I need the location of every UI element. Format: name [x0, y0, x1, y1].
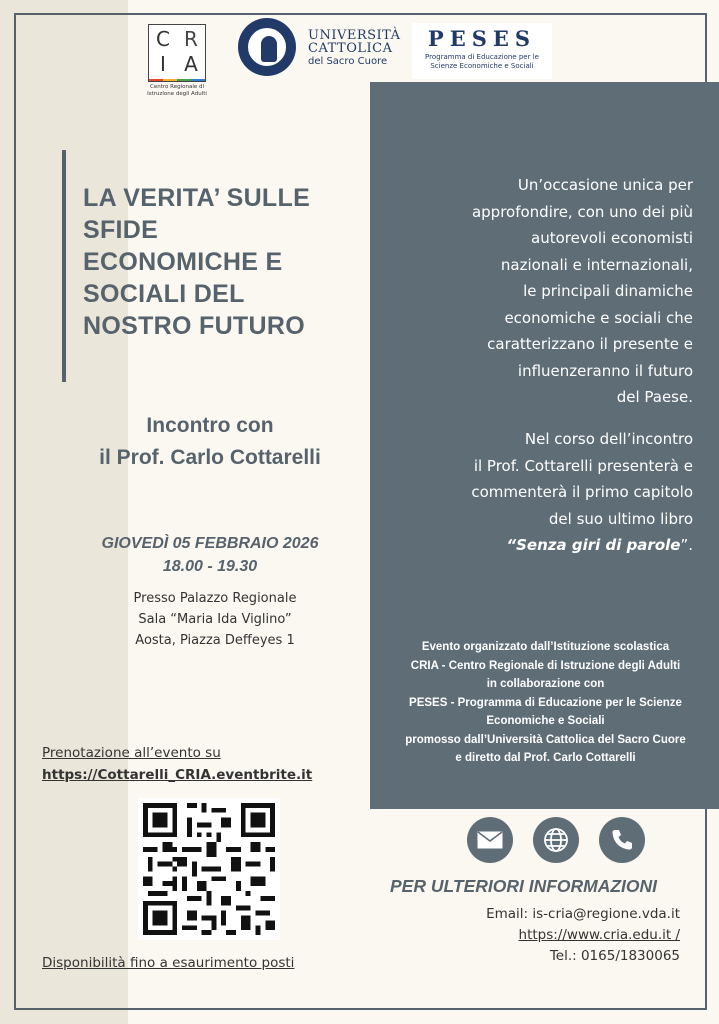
intro-line: nazionali e internazionali, [500, 255, 693, 274]
speaker-line1: Incontro con [146, 414, 274, 437]
book-text [370, 426, 693, 559]
intro-line: approfondire, con uno dei più [471, 202, 693, 221]
cria-logo [145, 24, 209, 98]
intro-text [370, 172, 693, 411]
organizer-line: PESES - Programma di Educazione per le Scienze [409, 696, 682, 709]
cria-subtitle: Centro Regionale di Istruzione degli Adulti [147, 84, 207, 97]
contact-email[interactable]: Email: is-cria@regione.vda.it [486, 906, 680, 922]
peses-title: PESES [427, 26, 537, 51]
booking-link[interactable]: https://Cottarelli_CRIA.eventbrite.it [42, 767, 313, 783]
intro-line: del Paese. [616, 388, 693, 406]
organizer-line: in collaborazione con [486, 678, 605, 690]
qr-code[interactable] [138, 798, 280, 940]
organizer-line: promosso dall’Università Cattolica del Sacro Cuore [405, 733, 686, 746]
contact-icons [467, 817, 645, 863]
contact-block [400, 904, 680, 967]
event-time: 18.00 - 19.30 [162, 558, 258, 575]
venue-block [100, 588, 330, 651]
intro-line: influenzeranno il futuro [517, 361, 693, 380]
intro-line: autorevoli economisti [531, 229, 693, 247]
book-line: commenterà il primo capitolo [471, 483, 693, 501]
book-title-suffix: ”. [680, 536, 693, 554]
book-title-line [370, 532, 693, 559]
venue-line1: Presso Palazzo Regionale [133, 591, 297, 606]
ucsc-line3: del Sacro Cuore [308, 56, 388, 67]
venue-line3: Aosta, Piazza Deffeyes 1 [135, 633, 295, 648]
phone-icon[interactable] [599, 817, 645, 863]
organizer-line: Economiche e Sociali [486, 715, 605, 727]
book-title: “Senza giri di parole [506, 536, 681, 554]
ucsc-line2: CATTOLICA [308, 41, 393, 56]
intro-line: caratterizzano il presente e [487, 335, 693, 353]
booking-block [42, 742, 312, 786]
intro-line: Un’occasione unica per [517, 176, 693, 194]
info-panel [370, 82, 719, 809]
contact-website[interactable]: https://www.cria.edu.it / [518, 927, 680, 943]
envelope-icon[interactable] [467, 817, 513, 863]
ucsc-logo [308, 29, 401, 68]
event-title: LA VERITA’ SULLE SFIDE ECONOMICHE E SOCIALI DEL NOSTRO FUTURO [83, 184, 311, 340]
organizer-line: Evento organizzato dall’Istituzione scolastica [421, 641, 670, 653]
organizer-line: e diretto dal Prof. Carlo Cottarelli [455, 752, 636, 764]
book-line: il Prof. Cottarelli presenterà e [473, 456, 693, 475]
booking-label: Prenotazione all’evento su [42, 745, 221, 761]
speaker-line2: il Prof. Carlo Cottarelli [99, 446, 321, 469]
globe-icon[interactable] [533, 817, 579, 863]
book-line: del suo ultimo libro [548, 509, 693, 528]
cria-letter: A [184, 52, 198, 76]
organizer-text [378, 638, 713, 768]
university-seal-icon [238, 18, 296, 76]
cria-letter: C [156, 27, 170, 51]
contact-phone[interactable]: Tel.: 0165/1830065 [549, 948, 680, 964]
intro-line: economiche e sociali che [504, 308, 693, 327]
date-block [60, 532, 360, 578]
intro-line: le principali dinamiche [523, 282, 693, 300]
ucsc-line1: UNIVERSITÀ [308, 28, 401, 43]
peses-logo [412, 23, 552, 79]
availability-note: Disponibilità fino a esaurimento posti [42, 955, 295, 971]
venue-line2: Sala “Maria Ida Viglino” [138, 612, 292, 627]
event-date: GIOVEDÌ 05 FEBBRAIO 2026 [101, 535, 319, 552]
book-line: Nel corso dell’incontro [524, 430, 693, 448]
speaker-block [60, 410, 360, 474]
info-heading: PER ULTERIORI INFORMAZIONI [390, 876, 658, 896]
cria-letter: R [184, 27, 198, 51]
organizer-line: CRIA - Centro Regionale di Istruzione degli Adulti [410, 659, 681, 672]
title-accent-bar [62, 150, 66, 382]
peses-subtitle: Programma di Educazione per le Scienze Economiche e Sociali [425, 53, 539, 70]
cria-letter: I [160, 52, 166, 76]
